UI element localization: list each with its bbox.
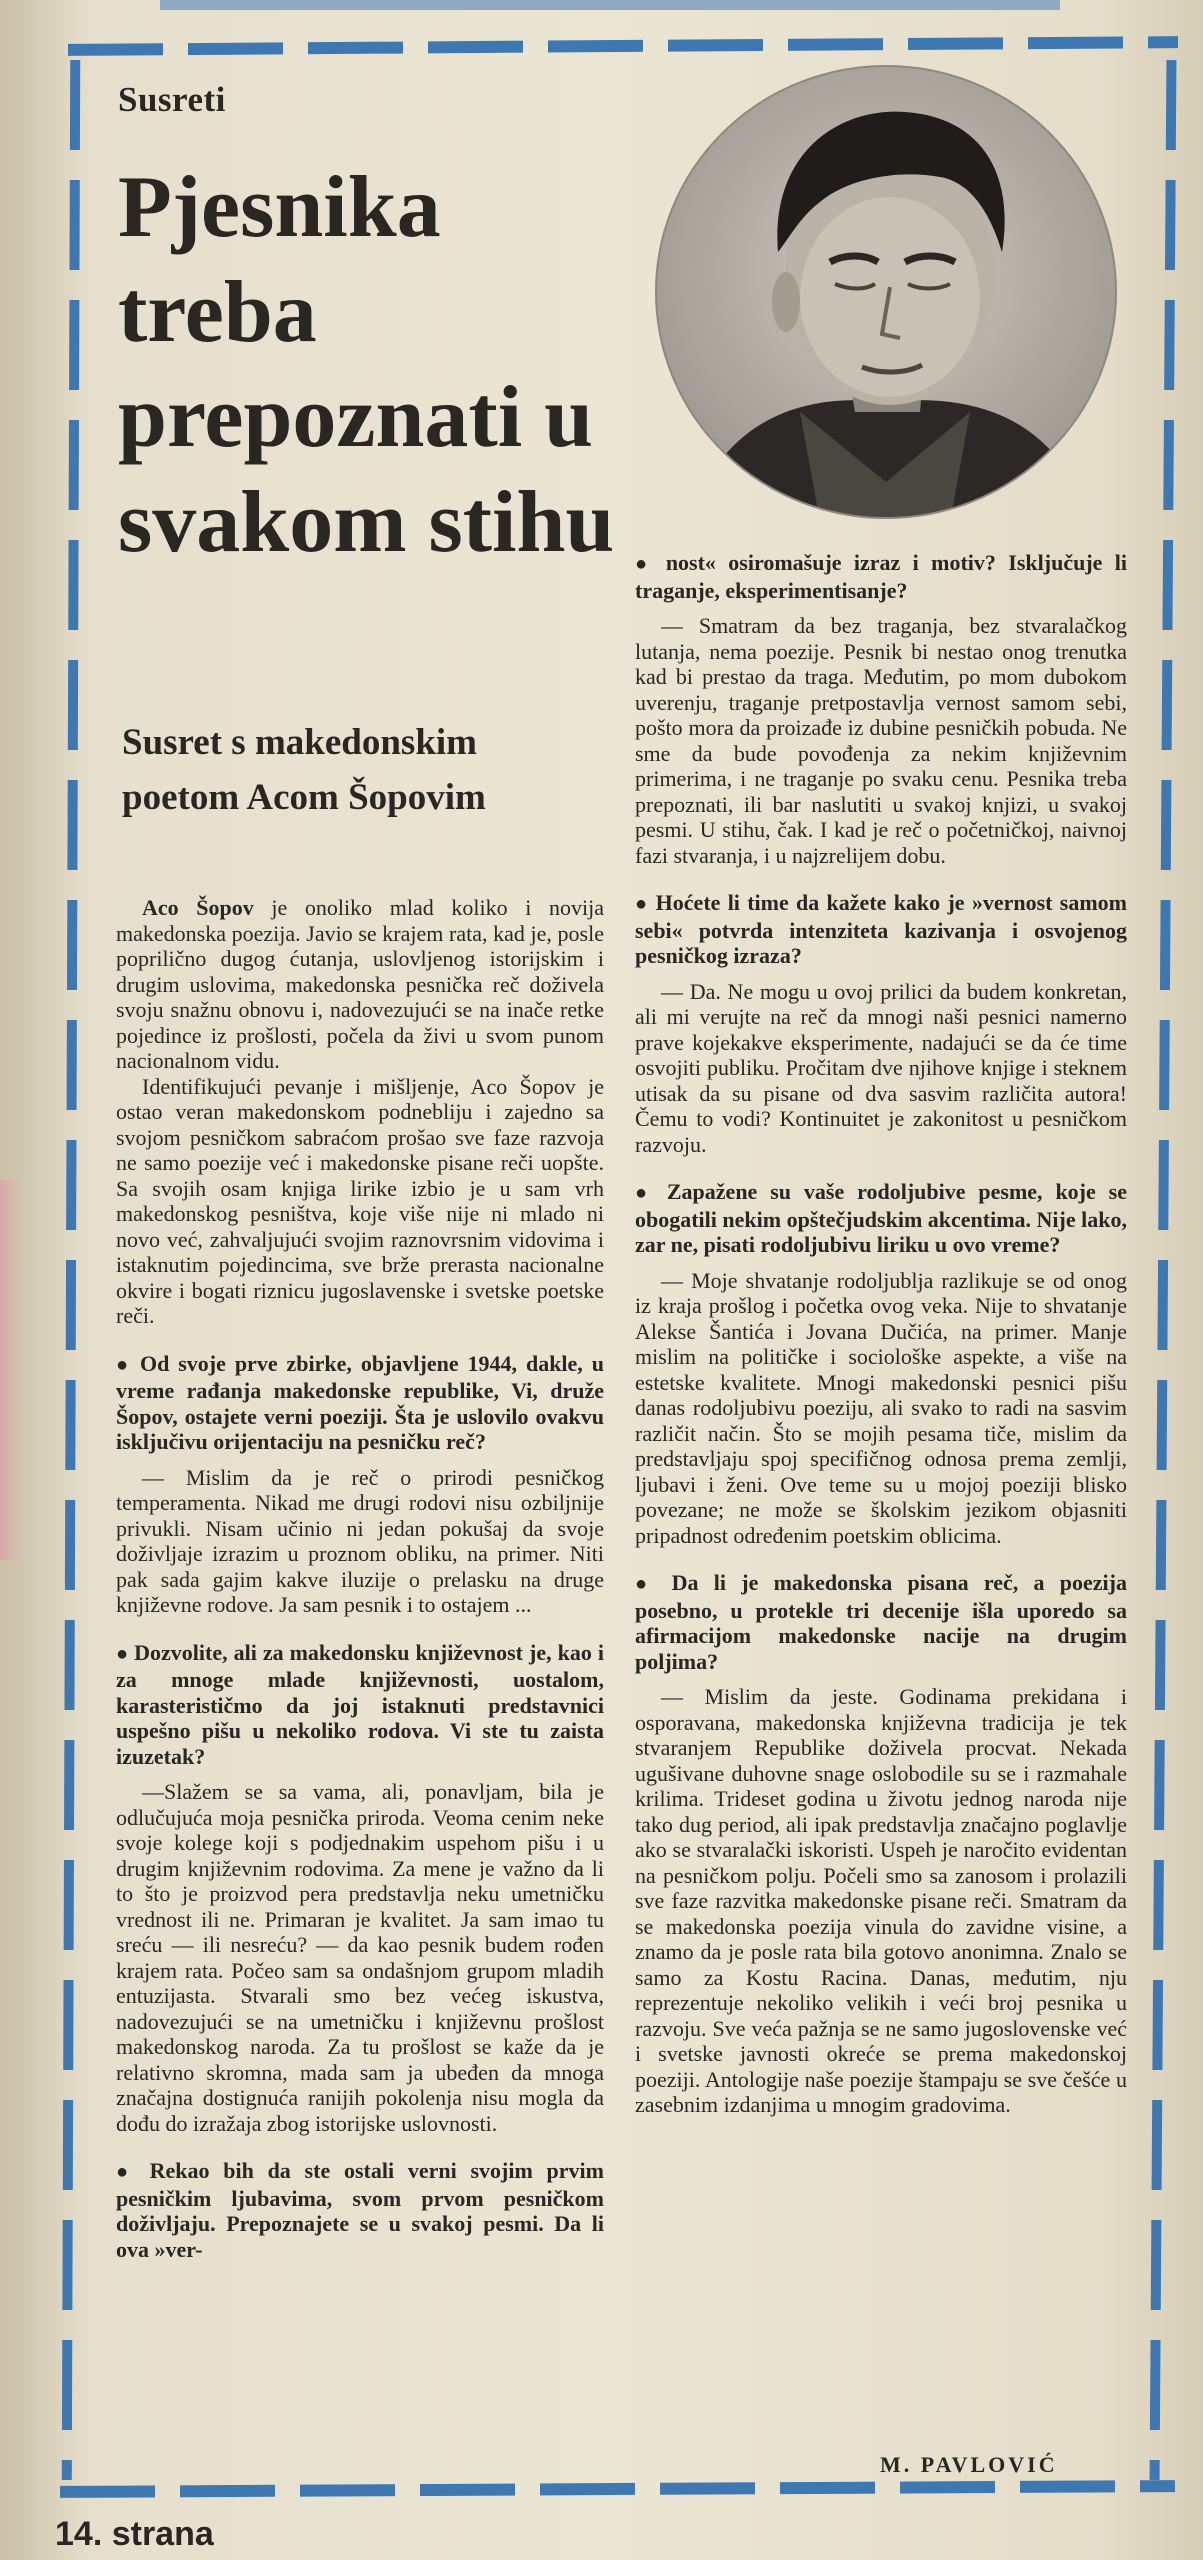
interview-question: ● Rekao bih da ste ostali verni svojim prvim pesničkim ljubavima, svom prvom pesničkom doživljaju. Prepoznajete se u svakoj pesmi. Da li ova »ver-: [116, 2158, 604, 2262]
lead-text: je onoliko mlad koliko i novija makedonska poezija. Javio se krajem rata, kad je, posle poprilično dugog ćutanja, uslovljenog istorijskim i drugim uslovima, makedonska pesnička reč doživela svoju snažnu obnovu i, nadovezujući se na inače retke pojedince iz prošlosti, počela da živi u svom punom nacionalnom vidu.: [116, 895, 604, 1073]
interview-question: ● Zapažene su vaše rodoljubive pesme, koje se obogatili nekim opštečjudskim akcentima. Nije lako, zar ne, pisati rodoljubivu liriku u ovo vreme?: [635, 1179, 1127, 1258]
article-column-right: [635, 550, 1127, 2118]
article-headline: Pjesnika treba prepoznati u svakom stihu: [118, 159, 615, 571]
interview-question: ● Dozvolite, ali za makedonsku književnost je, kao i za mnoge mlade književnosti, uostalom, karasterističmo da joj istaknuti predstavnici uspešno pišu u nekoliko rodova. Vi ste tu zaista izuzetak?: [116, 1640, 604, 1770]
article-column-left: [116, 895, 604, 2262]
section-kicker: Susreti: [118, 80, 226, 119]
paragraph: Identifikujući pevanje i mišljenje, Aco Šopov je ostao veran makedonskom podnebliju i zajedno sa svojom pesničkom sabraćom prošao sve faze razvoja ne samo poezije već i makedonske pisane reči uopšte. Sa svojih osam knjiga lirike izbio je u sam vrh makedonskog pesništva, koje više nije ni mlado ni novo već, zahvaljujući svojim raznovrsnim vidovima i istaknutim pojedincima, sve brže prerasta nacionalne okvire i bogati riznicu jugoslavenske i svetske poetske reči.: [116, 1073, 604, 1328]
page-edge-tint: [0, 1180, 22, 1560]
portrait-photo: [650, 62, 1122, 522]
interview-answer: — Da. Ne mogu u ovoj prilici da budem konkretan, ali mi verujte na reč da mnogi naši pesnici namerno prave kojekakve eksperimente, nadajući se da će time osvojiti publiku. Pročitam dve njihove knjige i steknem utisak da su pisane od dva sasvim različita autora! Čemu to vodi? Kontinuitet je zakonitost u pesničkom razvoju.: [635, 978, 1127, 1157]
question-continuation: nost« osiromašuje izraz i motiv? Isključuje li traganje, eksperimentisanje?: [635, 550, 1127, 603]
author-signature: M. PAVLOVIĆ: [880, 2452, 1058, 2477]
lead-paragraph: [116, 895, 604, 1074]
interview-question: ● Da li je makedonska pisana reč, a poezija posebno, u protekle tri decenije išla uporedo sa afirmacijom makedonske nacije na drugim poljima?: [635, 1570, 1127, 1674]
article-subheadline: Susret s makedonskim poetom Acom Šopovim: [122, 722, 486, 818]
interview-answer: — Mislim da je reč o prirodi pesničkog temperamenta. Nikad me drugi rodovi nisu ozbiljnije privukli. Nisam učinio ni jedan pokušaj da svoje doživljaje izrazim u proznom obliku, na primer. Niti pak sada gajim kakve iluzije o prelasku na druge književne rodove. Ja sam pesnik i to ostajem ...: [116, 1464, 604, 1617]
top-masthead-strip: [160, 0, 1060, 10]
interview-question: ● Hoćete li time da kažete kako je »vernost samom sebi« potvrda intenziteta kazivanja i osvojenog pesničkog izraza?: [635, 890, 1127, 969]
lead-name: Aco Šopov: [142, 895, 254, 920]
interview-answer: —Slažem se sa vama, ali, ponavljam, bila je odlučujuća moja pesnička priroda. Veoma cenim neke svoje kolege koji s podjednakim uspehom pišu i u drugim književnim rodovima. Za mene je važno da li to što je proizvod pera predstavlja neku umetničku vrednost ili ne. Primaran je kvalitet. Ja sam imao tu sreću — ili nesreću? — da kao pesnik budem rođen krajem rata. Počeo sam sa ondašnjom grupom mladih entuzijasta. Stvarali smo bez većeg iskustva, nadovezujući se na umetničku i književnu prošlost makedonskog naroda. Za tu prošlost se kaže da je relativno skromna, mada sam ja ubeđen da mnoga značajna dostignuća ranijih pokolenja nisu mogla da dođu do izražaja zbog istorijske uslovnosti.: [116, 1779, 604, 2136]
interview-answer: — Smatram da bez traganja, bez stvaralačkog lutanja, nema poezije. Pesnik bi nestao onog trenutka kad bi prestao da traga. Međutim, po mom dubokom uverenju, traganje pretpostavlja vernost samom sebi, pošto mora da proizađe iz dubine pesničkih pobuda. Ne sme da bude povođenja za nekim književnim primerima, i ne traganje po svaku cenu. Pesnika treba prepoznati, ili bar naslutiti u svakoj knjizi, u svakoj pesmi. U stihu, čak. I kad je reč o početničkoj, naivnoj fazi stvaranja, i u najzrelijem dobu.: [635, 613, 1127, 868]
interview-answer: — Moje shvatanje rodoljublja razlikuje se od onog iz kraja prošlog i početka ovog veka. Nije to shvatanje Aleksе Šantića i Jovana Dučića, na primer. Manje mislim na političke i sociološke aspekte, a više na estetske kvalitete. Mnogi makedonski pesnici pišu danas rodoljubivu poeziju, ali svako to radi na sasvim različit način. Što se mojih pesama tiče, mislim da predstavljaju spoj specifičnog odnosa prema zemlji, ljubavi i ženi. Ove teme su u mojoj poeziji blisko povezane; ne može se školskim jezikom objasniti pripadnost određenim poetskim oblicima.: [635, 1267, 1127, 1548]
page-number: 14. strana: [55, 2515, 214, 2553]
interview-answer: — Mislim da jeste. Godinama prekidana i osporavana, makedonska književna tradicija je tek stvaranjem Republike doživela procvat. Nekada ugušivane duhovne snage oslobodile su se i razmahale krilima. Trideset godina u životu jednog naroda nije tako dug period, ali ipak predstavlja značajno poglavlje ako se stvaralački iskoristi. Uspeh je naročito evidentan na pesničkom polju. Počeli smo sa zanosom i prolazili sve faze razvitka makedonske pisane reči. Smatram da se makedonska poezija vinula do zavidne visine, a znamo da je posle rata bila gotovo anonimna. Znalo se samo za Kostu Racina. Danas, međutim, nju reprezentuje nekoliko velikih i veći broj pesnika u razvoju. Sve veća pažnja se ne samo jugoslovenske već i svetske javnosti okreće se prema makedonskoj poeziji. Antologije naše poezije štampaju se sve češće u zasebnim izdanjima u mnogim gradovima.: [635, 1684, 1127, 2117]
interview-question: ● Od svoje prve zbirke, objavljene 1944, dakle, u vreme rađanja makedonske republike, Vi, druže Šopov, ostajete verni poeziji. Šta je uslovilo ovakvu isključivu orijentaciju na pesničku reč?: [116, 1351, 604, 1455]
interview-question-continued: [635, 550, 1127, 603]
